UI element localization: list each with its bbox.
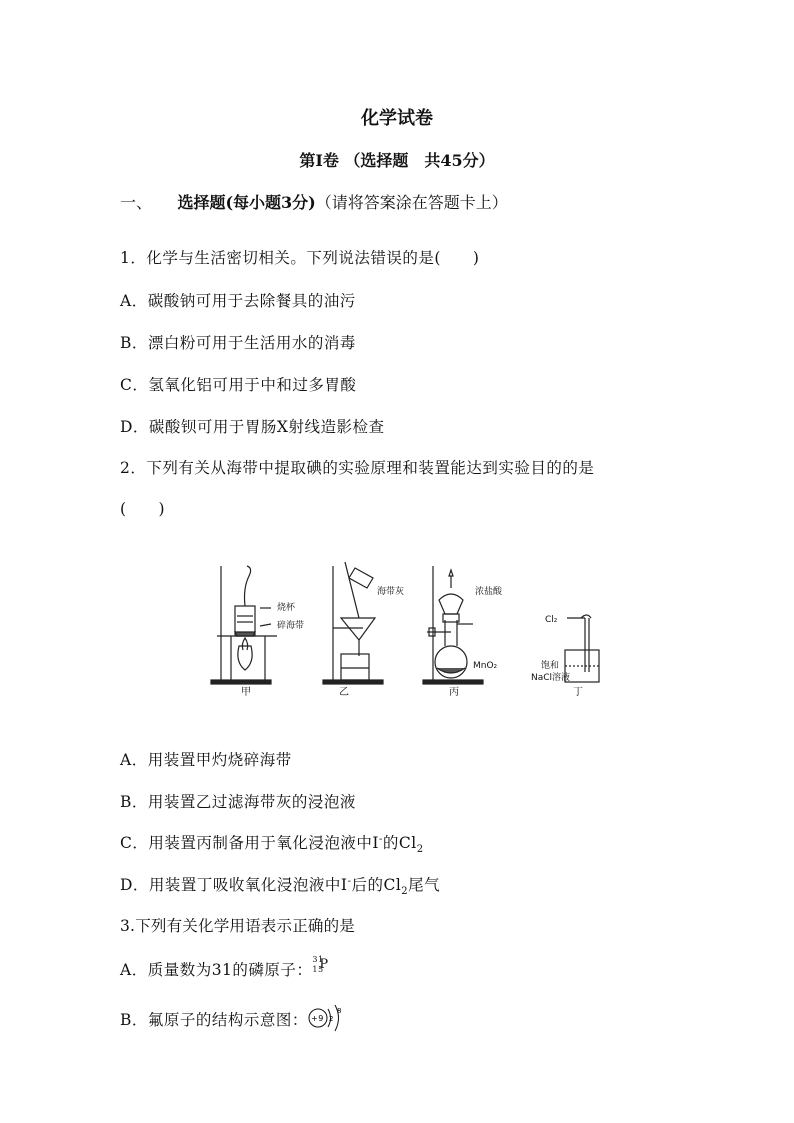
iodide-charge: - xyxy=(347,875,352,887)
chlorine-subscript: 2 xyxy=(416,844,424,856)
shell-1-electrons: 2 xyxy=(328,1015,334,1023)
q2-option-d-text: D．用装置丁吸收氧化浸泡液中I xyxy=(120,876,348,894)
q2-option-c xyxy=(120,831,424,855)
label-yi: 乙 xyxy=(339,687,349,698)
q1-option-c: C．氢氧化铝可用于中和过多胃酸 xyxy=(120,376,357,394)
label-beaker: 烧杯 xyxy=(277,603,296,613)
apparatus-ding xyxy=(565,615,599,682)
q3-option-a-text: A．质量数为31的磷原子： xyxy=(120,961,313,979)
label-jia: 甲 xyxy=(241,687,251,698)
q1-option-b: B．漂白粉可用于生活用水的消毒 xyxy=(120,334,356,352)
section-number: 一、 xyxy=(120,193,153,212)
q2-option-c-text: C．用装置丙制备用于氧化浸泡液中I xyxy=(120,834,379,852)
label-bing: 丙 xyxy=(449,687,459,698)
q2-option-d-text-2: 后的Cl xyxy=(351,876,402,894)
nucleus-charge: +9 xyxy=(310,1014,324,1023)
q3-option-b xyxy=(120,1003,348,1033)
apparatus-jia xyxy=(211,566,277,684)
q3-stem: 3.下列有关化学用语表示正确的是 xyxy=(120,917,355,935)
label-nacl: NaCl溶液 xyxy=(531,673,571,683)
label-ding: 丁 xyxy=(573,687,583,698)
q3-option-a xyxy=(120,957,328,980)
q1-stem: 1．化学与生活密切相关。下列说法错误的是( ) xyxy=(120,249,480,267)
q3-option-b-text: B．氟原子的结构示意图： xyxy=(120,1011,308,1029)
atomic-number: 15 xyxy=(312,965,324,974)
mass-number: 31 xyxy=(312,955,324,964)
element-symbol: P xyxy=(319,957,329,972)
section-title: 选择题(每小题3分) xyxy=(177,193,316,212)
label-cl2: Cl₂ xyxy=(545,615,558,625)
q2-option-b: B．用装置乙过滤海带灰的浸泡液 xyxy=(120,793,356,811)
section-note: （请将答案涂在答题卡上） xyxy=(315,193,508,212)
iodide-charge: - xyxy=(378,833,383,845)
section-heading xyxy=(120,190,508,213)
q1-option-a: A．碳酸钠可用于去除餐具的油污 xyxy=(120,292,356,310)
fluorine-atom-diagram xyxy=(308,1003,348,1033)
phosphorus-isotope xyxy=(312,957,328,979)
label-ash: 海带灰 xyxy=(377,587,405,597)
q2-stem-continuation: ( ) xyxy=(120,500,166,518)
label-hcl: 浓盐酸 xyxy=(475,587,503,597)
label-saturated: 饱和 xyxy=(541,661,560,671)
q2-option-d xyxy=(120,873,440,897)
apparatus-yi xyxy=(323,562,383,684)
shell-2-electrons: 8 xyxy=(336,1007,342,1015)
chlorine-subscript: 2 xyxy=(401,886,409,898)
label-seaweed: 碎海带 xyxy=(277,621,305,631)
q2-option-c-text-2: 的Cl xyxy=(382,834,417,852)
label-mno2: MnO₂ xyxy=(473,661,498,671)
q2-stem: 2．下列有关从海带中提取碘的实验原理和装置能达到实验目的的是 xyxy=(120,459,595,477)
section-subtitle: 第Ⅰ卷 （选择题 共45分） xyxy=(299,151,495,170)
page-title: 化学试卷 xyxy=(361,108,433,129)
apparatus-figure xyxy=(205,558,625,698)
q2-option-d-text-3: 尾气 xyxy=(408,876,441,894)
q2-option-a: A．用装置甲灼烧碎海带 xyxy=(120,751,292,769)
q1-option-d: D．碳酸钡可用于胃肠X射线造影检查 xyxy=(120,418,385,436)
